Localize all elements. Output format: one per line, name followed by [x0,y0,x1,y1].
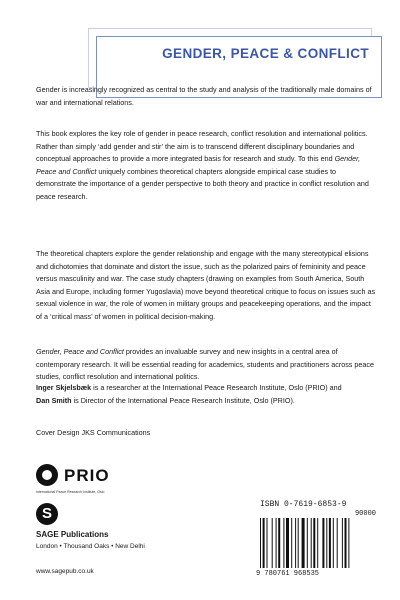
paragraph-intro: Gender is increasingly recognized as central to the study and analysis of the traditionally male domains of war and international relations. [36,85,372,107]
overview-text-a: This book explores the key role of gender in peace research, conflict resolution and international politics. Rather than simply ‘add gender and stir’ the aim is to transcend different disciplinary boundaries and conceptual approaches to provide a more integrated basis for research and study. To this end [36,129,368,164]
book-title: GENDER, PEACE & CONFLICT [162,46,369,61]
barcode-digits: 9 780761 968535 [256,570,320,578]
paragraph-authors [36,382,376,407]
author-1-bio: is a researcher at the International Peace Research Institute, Oslo (PRIO) and [91,383,342,392]
sage-logo-icon [36,503,58,525]
sage-logo-letter: S [41,505,52,522]
author-1-name: Inger Skjelsbæk [36,383,92,392]
overview-book-title: Gender, Peace and Conflict [36,154,361,176]
paragraph-summary [36,346,376,384]
summary-text: provides an invaluable survey and new insights in a central area of contemporary research. It will be essential reading for academics, students and practitioners across peace studies, conflict resolution and international politics. [36,347,374,382]
cover-design-credit: Cover Design JKS Communications [36,428,151,437]
paragraph-book-overview [36,128,376,204]
prio-logo [36,464,146,496]
publisher-name: SAGE Publications [36,530,109,539]
prio-circle-icon [36,464,58,486]
isbn-label: ISBN 0-7619-6853-9 [260,500,347,509]
isbn-barcode-box [252,498,384,588]
paragraph-chapters: The theoretical chapters explore the gender relationship and engage with the many stereotypical elisions and dichotomies that dominate and distort the issue, such as the polarized pairs of femininity and peace versus masculinity and war. The case study chapters (drawing on examples from South America, South Asia and Europe, including former Yugoslavia) move beyond theoretical critique to focus on issues such as sexual violence in war, the role of women in military groups and peacekeeping operations, and the impact of a ‘critical mass’ of women in political decision-making. [36,249,376,321]
summary-book-title: Gender, Peace and Conflict [36,347,124,356]
publisher-url: www.sagepub.co.uk [36,568,94,575]
prio-name: PRIO [64,466,110,485]
overview-text-b: uniquely combines theoretical chapters alongside empirical case studies to demonstrate the importance of a gender perspective to both theory and practice in conflict resolution and peace research. [36,166,369,201]
prio-subtitle: International Peace Research Institute, Oslo [36,490,105,494]
author-2-name: Dan Smith [36,395,72,405]
barcode-icon [260,518,376,568]
author-2-bio: is Director of the International Peace Research Institute, Oslo (PRIO). [71,395,295,405]
isbn-price-addon: 90000 [354,510,376,518]
publisher-cities: London • Thousand Oaks • New Delhi [36,543,145,550]
